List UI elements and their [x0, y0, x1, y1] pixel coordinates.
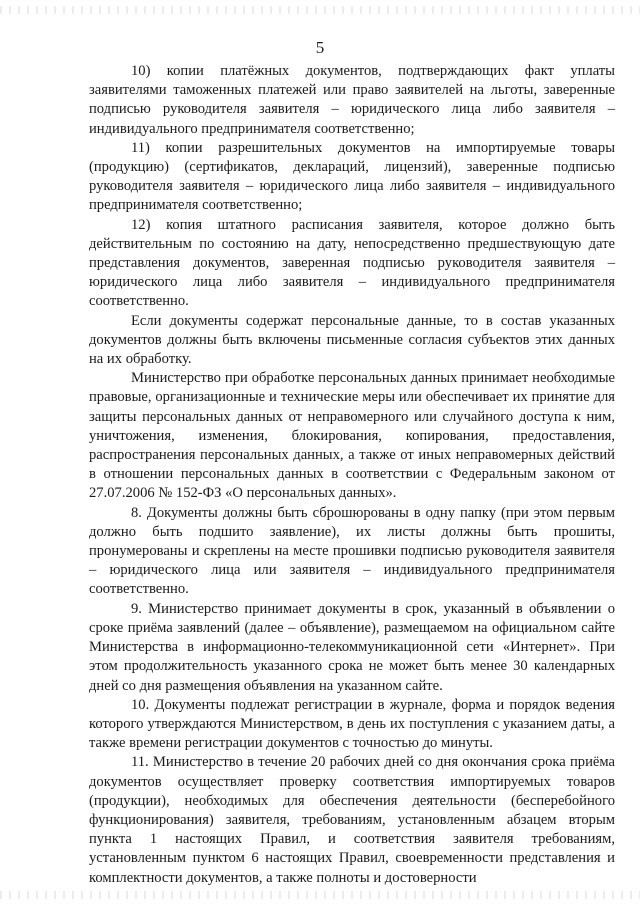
paragraph-personal-data-protection: Министерство при обработке персональных данных принимает необходимые правовые, организационные и технические меры или обеспечивает их принятие для защиты персональных данных от неправомерного или случайного доступа к ним, уничтожения, изменения, блокирования, копирования, предоставления, распространения персональных данных, а также от иных неправомерных действий в отношении персональных данных в соответствии с Федеральным законом от 27.07.2006 № 152-ФЗ «О персональных данных».: [89, 370, 615, 502]
paragraph-clause-11: 11. Министерство в течение 20 рабочих дней со дня окончания срока приёма документов осуществляет проверку соответствия импортируемых товаров (продукции), необходимых для обеспечения деятельности (бесперебойного функционирования) заявителя, требованиям, установленным абзацем вторым пункта 1 настоящих Правил, и соответствия заявителя требованиям, установленным пунктом 6 настоящих Правил, своевременности представления и комплектности документов, а также полноты и достоверности: [89, 754, 615, 886]
paragraph-item-12-staff-schedule: 12) копия штатного расписания заявителя, которое должно быть действительным по состоянию на дату, непосредственно предшествующую дате представления документов, заверенная подписью руководителя заявителя – юридического лица либо заявителя – индивидуального предпринимателя соответственно.: [89, 216, 615, 310]
paragraph-item-11-permits: 11) копии разрешительных документов на импортируемые товары (продукцию) (сертификатов, деклараций, лицензий), заверенные подписью руководителя заявителя – юридического лица либо заявителя – индивидуального предпринимателя соответственно;: [89, 139, 615, 214]
paragraph-clause-10: 10. Документы подлежат регистрации в журнале, форма и порядок ведения которого утверждаются Министерством, в день их поступления с указанием даты, а также времени регистрации документов с точностью до минуты.: [89, 696, 615, 752]
document-body: [89, 62, 615, 888]
page-number: 5: [315, 38, 325, 57]
paragraph-clause-9: 9. Министерство принимает документы в срок, указанный в объявлении о сроке приёма заявлений (далее – объявление), размещаемом на официальном сайте Министерства в информационно-телекоммуникационной сети «Интернет». При этом продолжительность указанного срока не может быть менее 30 календарных дней со дня размещения объявления на указанном сайте.: [89, 600, 615, 694]
paragraph-item-10-payment-docs: 10) копии платёжных документов, подтверждающих факт уплаты заявителями таможенных платежей или право заявителей на льготы, заверенные подписью руководителя заявителя – юридического лица либо заявителя – индивидуального предпринимателя соответственно;: [89, 63, 615, 137]
paragraph-clause-8: 8. Документы должны быть сброшюрованы в одну папку (при этом первым должно быть подшито заявление), их листы должны быть прошиты, пронумерованы и скреплены на месте прошивки подписью руководителя заявителя – юридического лица или заявителя – индивидуального предпринимателя соответственно.: [89, 504, 615, 598]
scan-edge-bottom: [0, 891, 640, 899]
scan-edge-top: [0, 6, 640, 14]
paragraph-personal-data-consent: Если документы содержат персональные данные, то в состав указанных документов должны быть включены письменные согласия субъектов этих данных на их обработку.: [89, 312, 615, 368]
